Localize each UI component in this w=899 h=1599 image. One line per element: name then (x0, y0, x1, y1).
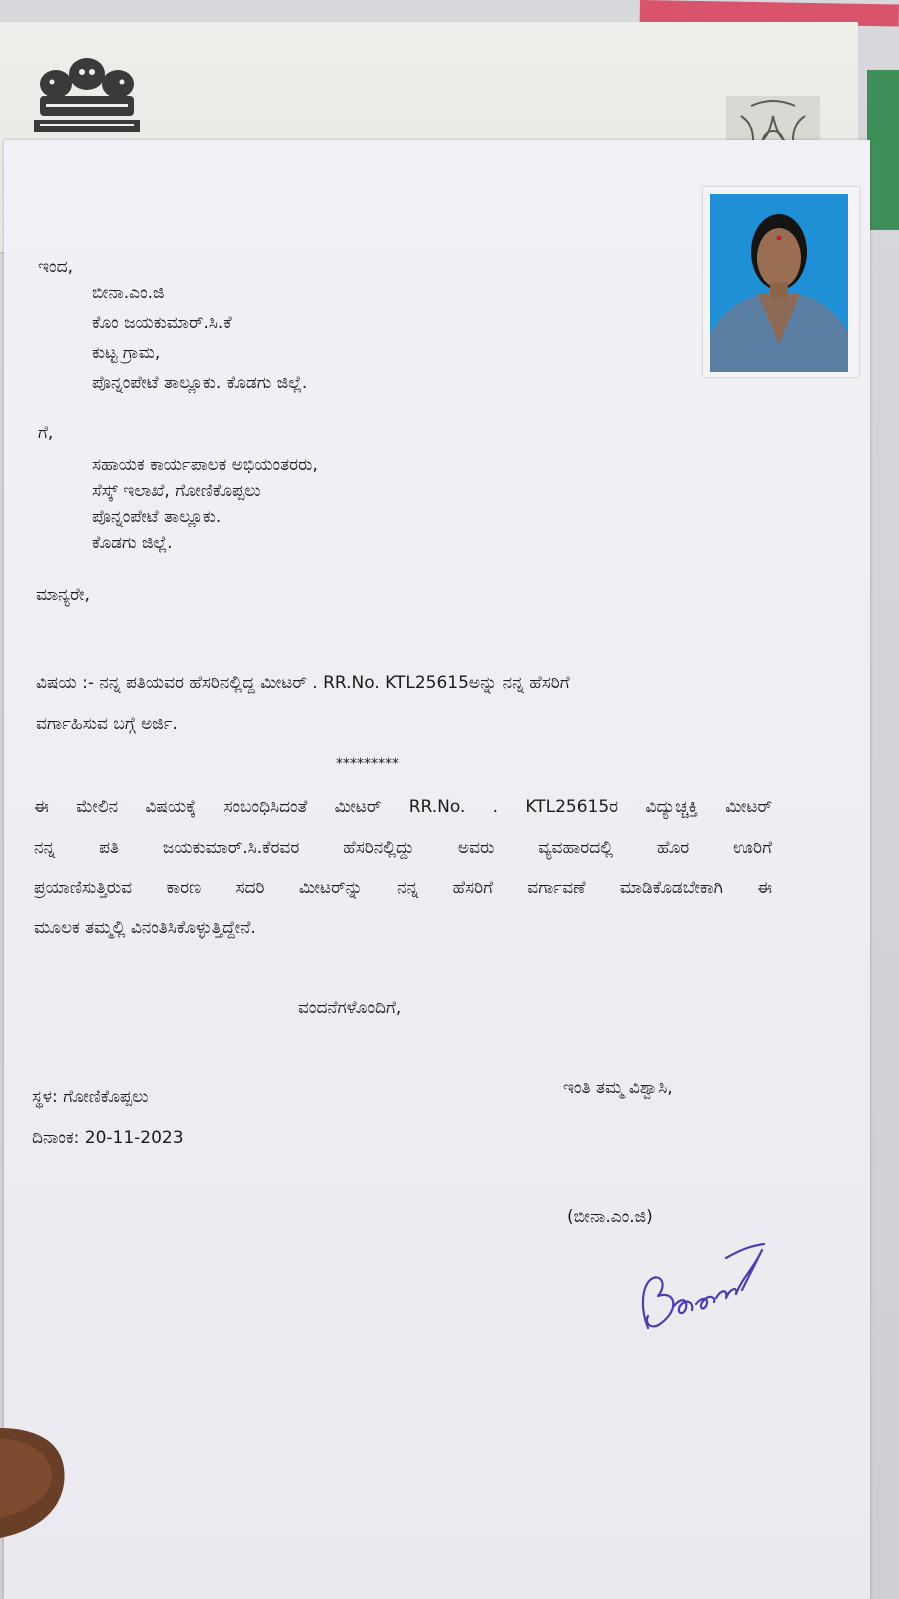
closing: ಇಂತಿ ತಮ್ಮ ವಿಶ್ವಾಸಿ, (563, 1078, 673, 1098)
from-line-name: ಬೀನಾ.ಎಂ.ಜಿ (92, 283, 165, 303)
body-line-3: ಪ್ರಯಾಣಿಸುತ್ತಿರುವ ಕಾರಣ ಸದರಿ ಮೀಟರ್‌ನ್ನು ನನ್ನ ಹೆಸರಿಗೆ ವರ್ಗಾವಣೆ ಮಾಡಿಕೊಡಬೇಕಾಗಿ ಈ (34, 878, 772, 898)
date: ದಿನಾಂಕ: 20-11-2023 (32, 1128, 184, 1148)
body-line-2: ನನ್ನ ಪತಿ ಜಯಕುಮಾರ್.ಸಿ.ಕೆರವರ ಹೆಸರಿನಲ್ಲಿದ್ದು ಅವರು ವ್ಯವಹಾರದಲ್ಲಿ ಹೊರ ಊರಿಗೆ (34, 838, 772, 858)
green-folder-edge (867, 70, 899, 230)
national-emblem-icon (26, 44, 148, 140)
body-line-1: ಈ ಮೇಲಿನ ವಿಷಯಕ್ಕೆ ಸಂಬಂಧಿಸಿದಂತೆ ಮೀಟರ್ RR.No. . KTL25615ರ ವಿದ್ಯುಚ್ಚಕ್ತಿ ಮೀಟರ್ (34, 797, 772, 817)
greeting: ವಂದನೆಗಳೊಂದಿಗೆ, (298, 998, 402, 1018)
from-line-spouse: ಕೊಂ ಜಯಕುಮಾರ್.ಸಿ.ಕೆ (92, 313, 232, 333)
holding-thumb (0, 1428, 68, 1538)
from-label: ಇಂದ, (38, 257, 73, 277)
to-line-taluk: ಪೊನ್ನಂಪೇಟೆ ತಾಲ್ಲೂಕು. (92, 507, 222, 527)
signatory-name: (ಬೀನಾ.ಎಂ.ಜಿ) (567, 1207, 653, 1227)
to-label: ಗೆ, (38, 423, 54, 443)
place: ಸ್ಥಳ: ಗೋಣಿಕೊಪ್ಪಲು (32, 1087, 149, 1107)
from-line-taluk: ಪೊನ್ನಂಪೇಟೆ ತಾಲ್ಲೂಕು. ಕೊಡಗು ಜಿಲ್ಲೆ. (92, 373, 308, 393)
body-line-4: ಮೂಲಕ ತಮ್ಮಲ್ಲಿ ವಿನಂತಿಸಿಕೊಳ್ಳುತ್ತಿದ್ದೇನೆ. (34, 918, 256, 938)
subject-line-1: ವಿಷಯ :- ನನ್ನ ಪತಿಯವರ ಹೆಸರಿನಲ್ಲಿದ್ದ ಮೀಟರ್ . RR.No. KTL25615ಅನ್ನು ನನ್ನ ಹೆಸರಿಗೆ (36, 673, 570, 693)
from-line-village: ಕುಟ್ಟ ಗ್ರಾಮ, (92, 343, 161, 363)
salutation: ಮಾನ್ಯರೇ, (36, 585, 90, 605)
handwritten-signature (630, 1228, 770, 1338)
applicant-photo (710, 194, 848, 372)
separator: ********* (336, 756, 399, 772)
to-line-office: ಸೆಸ್ಕ್ ಇಲಾಖೆ, ಗೋಣಿಕೊಪ್ಪಲು (92, 481, 261, 501)
subject-line-2: ವರ್ಗಾಹಿಸುವ ಬಗ್ಗೆ ಅರ್ಜಿ. (36, 714, 178, 734)
to-line-designation: ಸಹಾಯಕ ಕಾರ್ಯಪಾಲಕ ಅಭಿಯಂತರರು, (92, 455, 318, 475)
to-line-district: ಕೊಡಗು ಜಿಲ್ಲೆ. (92, 533, 173, 553)
